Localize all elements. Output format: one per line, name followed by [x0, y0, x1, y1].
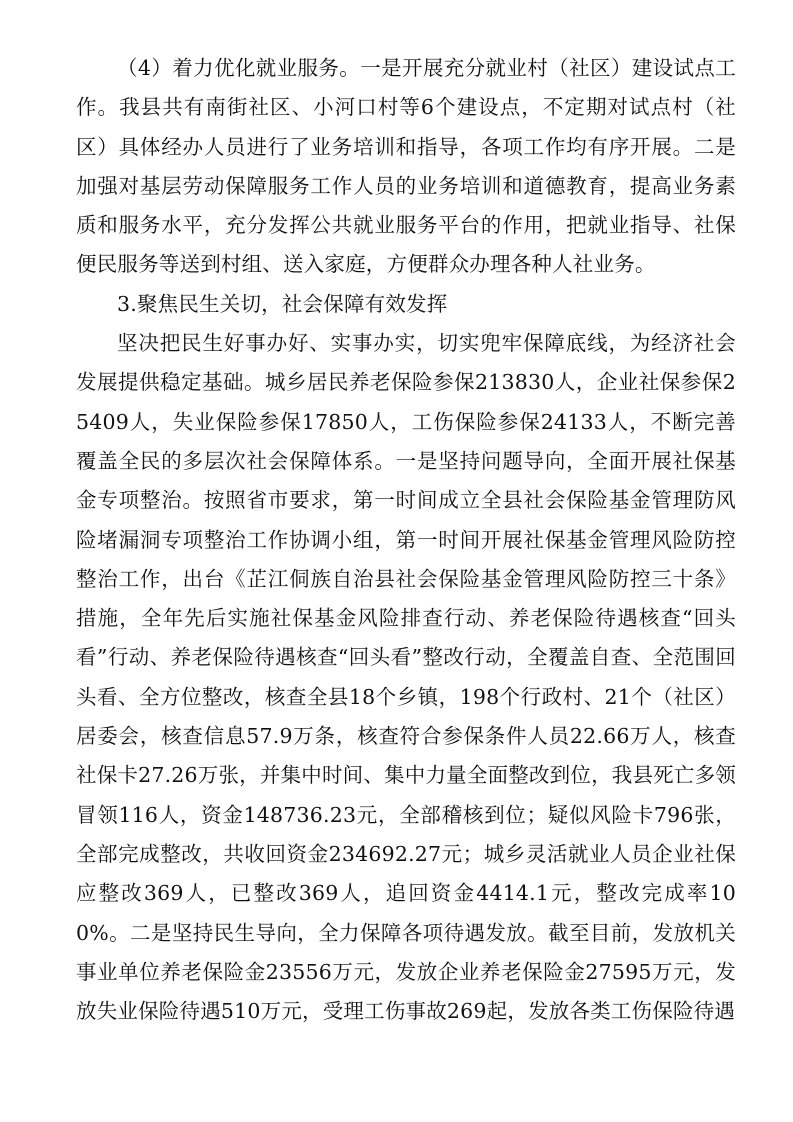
section-heading: 3.聚焦民生关切，社会保障有效发挥	[117, 291, 448, 316]
document-body	[76, 49, 736, 1031]
paragraph-employment-services: （4）着力优化就业服务。一是开展充分就业村（社区）建设试点工作。我县共有南街社区、小河口村等6个建设点，不定期对试点村（社区）具体经办人员进行了业务培训和指导，各项工作均有序开展。二是加强对基层劳动保障服务工作人员的业务培训和道德教育，提高业务素质和服务水平，充分发挥公共就业服务平台的作用，把就业指导、社保便民服务等送到村组、送入家庭，方便群众办理各种人社业务。	[76, 56, 736, 277]
paragraph-social-security: 坚决把民生好事办好、实事办实，切实兜牢保障底线，为经济社会发展提供稳定基础。城乡居民养老保险参保213830人，企业社保参保25409人，失业保险参保17850人，工伤保险参保24133人，不断完善覆盖全民的多层次社会保障体系。一是坚持问题导向，全面开展社保基金专项整治。按照省市要求，第一时间成立全县社会保险基金管理防风险堵漏洞专项整治工作协调小组，第一时间开展社保基金管理风险防控整治工作，出台《芷江侗族自治县社会保险基金管理风险防控三十条》措施，全年先后实施社保基金风险排查行动、养老保险待遇核查“回头看”行动、养老保险待遇核查“回头看”整改行动，全覆盖自查、全范围回头看、全方位整改，核查全县18个乡镇，198个行政村、21个（社区）居委会，核查信息57.9万条，核查符合参保条件人员22.66万人，核查社保卡27.26万张，并集中时间、集中力量全面整改到位，我县死亡多领冒领116人，资金148736.23元，全部稽核到位；疑似风险卡796张，全部完成整改，共收回资金234692.27元；城乡灵活就业人员企业社保应整改369人，已整改369人，追回资金4414.1元，整改完成率100%。二是坚持民生导向，全力保障各项待遇发放。截至目前，发放机关事业单位养老保险金23556万元，发放企业养老保险金27595万元，发放失业保险待遇510万元，受理工伤事故269起，发放各类工伤保险待遇	[76, 331, 736, 1024]
